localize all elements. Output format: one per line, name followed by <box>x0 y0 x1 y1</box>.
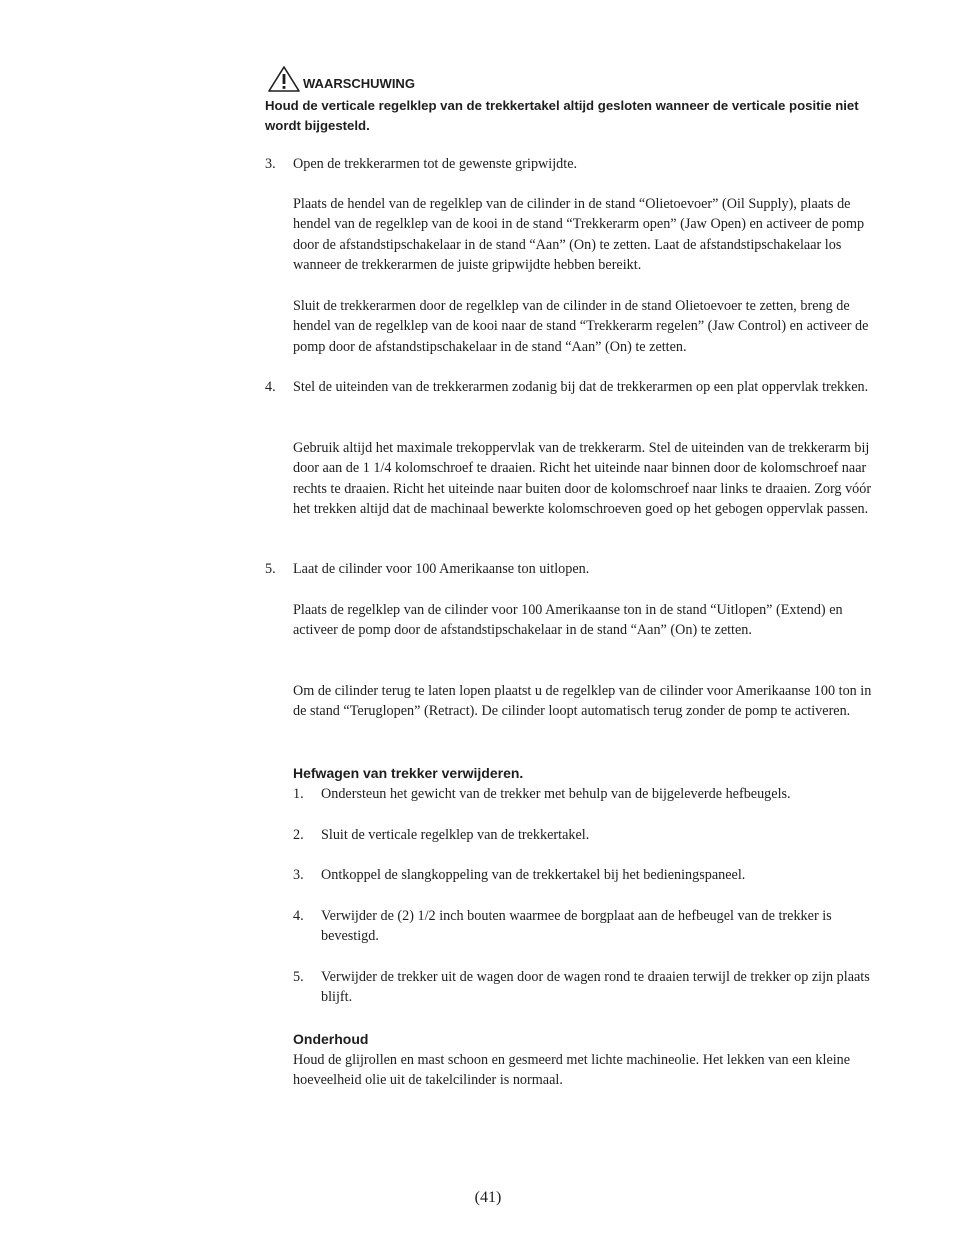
page-number: (41) <box>474 1189 502 1206</box>
step-title: Stel de uiteinden van de trekkerarmen zodanig bij dat de trekkerarmen op een plat oppervlak trekken. <box>293 379 869 395</box>
section-heading-removal: Hefwagen van trekker verwijderen. <box>293 765 524 781</box>
list-item-number: 5. <box>293 969 304 985</box>
list-item: Verwijder de trekker uit de wagen door de wagen rond te draaien terwijl de trekker op zijn plaats blijft. <box>321 969 870 1006</box>
step-number: 4. <box>265 379 276 395</box>
warning-triangle-icon <box>268 66 300 92</box>
list-item: Ondersteun het gewicht van de trekker met behulp van de bijgeleverde hefbeugels. <box>321 786 791 802</box>
section-heading-maintenance: Onderhoud <box>293 1031 369 1047</box>
list-item-number: 1. <box>293 786 304 802</box>
list-item: Verwijder de (2) 1/2 inch bouten waarmee de borgplaat aan de hefbeugel van de trekker is bevestigd. <box>321 908 832 945</box>
list-item-number: 3. <box>293 867 304 883</box>
step-number: 3. <box>265 156 276 172</box>
list-item-number: 2. <box>293 827 304 843</box>
list-item: Ontkoppel de slangkoppeling van de trekkertakel bij het bedieningspaneel. <box>321 867 746 883</box>
step-paragraph: Gebruik altijd het maximale trekoppervlak van de trekkerarm. Stel de uiteinden van de trekkerarm bij door aan de 1 1/4 kolomschroef te draaien. Richt het uiteinde naar binnen door de kolomschroef naar rechts te draaien. Richt het uiteinde naar buiten door de kolomschroef naar links te draaien. Zorg vóór het trekken altijd dat de machinaal bewerkte kolomschroeven goed op het gebogen oppervlak passen. <box>293 440 872 517</box>
step-number: 5. <box>265 561 276 577</box>
maintenance-text: Houd de glijrollen en mast schoon en gesmeerd met lichte machineolie. Het lekken van een kleine hoeveelheid olie uit de takelcilinder is normaal. <box>293 1052 851 1089</box>
step-paragraph: Om de cilinder terug te laten lopen plaatst u de regelklep van de cilinder voor Amerikaanse 100 ton in de stand “Teruglopen” (Retract). De cilinder loopt automatisch terug zonder de pomp te activeren. <box>293 683 872 720</box>
warning-text: Houd de verticale regelklep van de trekkertakel altijd gesloten wanneer de verticale positie niet wordt bijgesteld. <box>265 98 859 133</box>
step-paragraph: Sluit de trekkerarmen door de regelklep van de cilinder in de stand Olietoevoer te zetten, breng de hendel van de regelklep van de kooi naar de stand “Trekkerarm regelen” (Jaw Control) en activeer de pomp door de afstandstipschakelaar in de stand “Aan” (On) te zetten. <box>293 298 869 355</box>
list-item: Sluit de verticale regelklep van de trekkertakel. <box>321 827 590 843</box>
list-item-number: 4. <box>293 908 304 924</box>
step-title: Open de trekkerarmen tot de gewenste gripwijdte. <box>293 156 578 172</box>
step-paragraph: Plaats de regelklep van de cilinder voor 100 Amerikaanse ton in de stand “Uitlopen” (Extend) en activeer de pomp door de afstandstipschakelaar in de stand “Aan” (On) te zetten. <box>293 602 843 639</box>
step-paragraph: Plaats de hendel van de regelklep van de cilinder in de stand “Olietoevoer” (Oil Supply), plaats de hendel van de regelklep van de kooi in de stand “Trekkerarm open” (Jaw Open) en activeer de pomp door de afstandstipschakelaar in de stand “Aan” (On) te zetten. Laat de afstandstipschakelaar los wanneer de trekkerarmen de juiste gripwijdte hebben bereikt. <box>293 196 865 273</box>
step-title: Laat de cilinder voor 100 Amerikaanse ton uitlopen. <box>293 561 590 577</box>
warning-title: WAARSCHUWING <box>303 76 415 91</box>
